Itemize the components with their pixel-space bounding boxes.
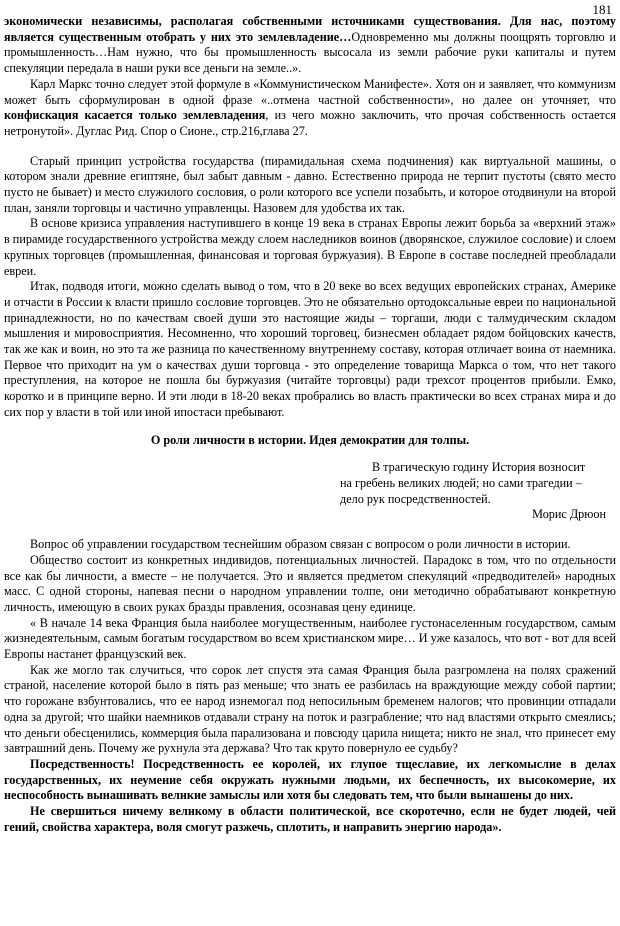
paragraph: Старый принцип устройства государства (пирамидальная схема подчинения) как виртуальной машины, о котором знали древние египтяне, был забыт давным - давно. Естественно природа не терпит пустоты (свято место пусто не бывает) и место служилого сословия, о роли которого все успели позабыть, и которое отодвинули на второй план, заняли торговцы и частично управленцы. Назовем для удобства их так. (4, 153, 616, 215)
bold-text: Посредственность! Посредственность ее королей, их глупое тщеславие, их легкомыслие в делах государственных, их неумение себя окружать нужными людьми, их беспечность, их высокомерие, их неспособность вынашивать великие замыслы или хотя бы следовать тем, что были вынашены до них. (4, 756, 616, 803)
epigraph (340, 460, 616, 507)
epigraph-line: В трагическую годину История возносит (372, 460, 586, 475)
paragraph (4, 757, 616, 804)
paragraph (4, 804, 616, 835)
paragraph: В основе кризиса управления наступившего в конце 19 века в странах Европы лежит борьба за «верхний этаж» в пирамиде государственного устройства между слоем наследников воинов (дворянское, служилое сословие) и слоем крупных торговцев (промышленная, финансовая и торговая буржуазия). В Европе в составе последней преобладали евреи. (4, 216, 616, 278)
paragraph: Итак, подводя итоги, можно сделать вывод о том, что в 20 веке во всех ведущих европейских странах, Америке и отчасти в России к власти пришло сословие торговцев. Это не обязательно ортодоксальные евреи по национальной принадлежности, но по качествам своей души это настоящие жиды – торгаши, люди с талмудическим складом мышления и мировосприятия. Несомненно, что хороший торговец, бизнесмен обладает рядом бойцовских качеств, так же как и воин, но это та же разница по качественному внутреннему составу, которая отличает воина от наемника. Первое что приходит на ум о качествах души торговца - это определение товарища Маркса о том, что нет такого преступления, на которое не пошла бы буржуазия (читайте торговцы) ради трехсот процентов прибыли. Емко, коротко и в принципе верно. И эти люди в 18-20 веках пробрались во власть практически во всех странах мира и до сих пор у власти в той или иной ипостаси пребывают. (4, 279, 616, 419)
epigraph-line: дело рук посредственностей. (340, 491, 491, 506)
bold-span: конфискация касается только землевладения (4, 108, 266, 123)
bold-text: Не свершиться ничему великому в области политической, все скоротечно, если не будет людей, чей гений, свойства характера, воля смогут разжечь, сплотить, и направить энергию народа». (4, 804, 616, 834)
paragraph: « В начале 14 века Франция была наиболее могущественным, наиболее густонаселенным государством, самым жизнедеятельным, самым богатым государством во всем христианском мире… И уже казалось, что вот - вот для всей Европы настанет французский век. (4, 615, 616, 662)
paragraph (4, 14, 616, 77)
paragraph: Как же могло так случиться, что сорок лет спустя эта самая Франция была разгромлена на полях сражений страной, население которой было в пять раз меньше; что знать ее разбилась на враждующие между собой партии; что горожане взбунтовались, что ее народ изнемогал под непосильным бременем налогов; что провинции отпадали одна за другой; что шайки наемников отдавали страну на поток и разграбление; что над властями открыто смеялись; что деньги обесценились, коммерция была парализована и повсюду царила нищета; никто не знал, что принесет ему завтрашний день. Почему же рухнула эта держава? Что так круто повернуло ее судьбу? (4, 662, 616, 756)
epigraph-line: на гребень великих людей; но сами трагедии – (340, 475, 582, 490)
bold-quote: экономически независимы, располагая собственными источниками существования. Для нас, поэтому является существенным отобрать у них это землевладение… (4, 14, 616, 44)
paragraph: Вопрос об управлении государством теснейшим образом связан с вопросом о роли личности в истории. (30, 537, 571, 552)
body-text (4, 14, 616, 835)
page-number: 181 (592, 2, 612, 17)
text-span: Карл Маркс точно следует этой формуле в «Коммунистическом Манифесте». Хотя он и заявляет, что коммунизм может быть сформулирован в одной фразе «..отмена частной собственности», но далее он уточняет, что (4, 76, 616, 107)
paragraph (4, 77, 616, 140)
quote-text: Одновременно мы должны поощрять торговлю и промышленность…Нам нужно, что бы промышленность высосала из земли рабочие руки капиталы и путем спекуляции передала в наши руки все деньги на земле..». (4, 29, 616, 76)
epigraph-author: Морис Дрюон (532, 507, 606, 522)
text-span: , из чего можно заключить, что прочая собственность остается нетронутой». Дуглас Рид. Спор о Сионе., стр.216,глава 27. (4, 108, 616, 138)
section-heading: О роли личности в истории. Идея демократии для толпы. (150, 432, 470, 447)
paragraph: Общество состоит из конкретных индивидов, потенциальных личностей. Парадокс в том, что по отдельности все как бы личности, а вместе – не получается. Это и является предметом спекуляций «предводителей» народных масс. С одной стороны, напевая песни о народном управлении толпе, они методично обрабатывают конкретную личность, имеющую в своих руках бразды правления, осознавая цену единице. (4, 552, 616, 614)
